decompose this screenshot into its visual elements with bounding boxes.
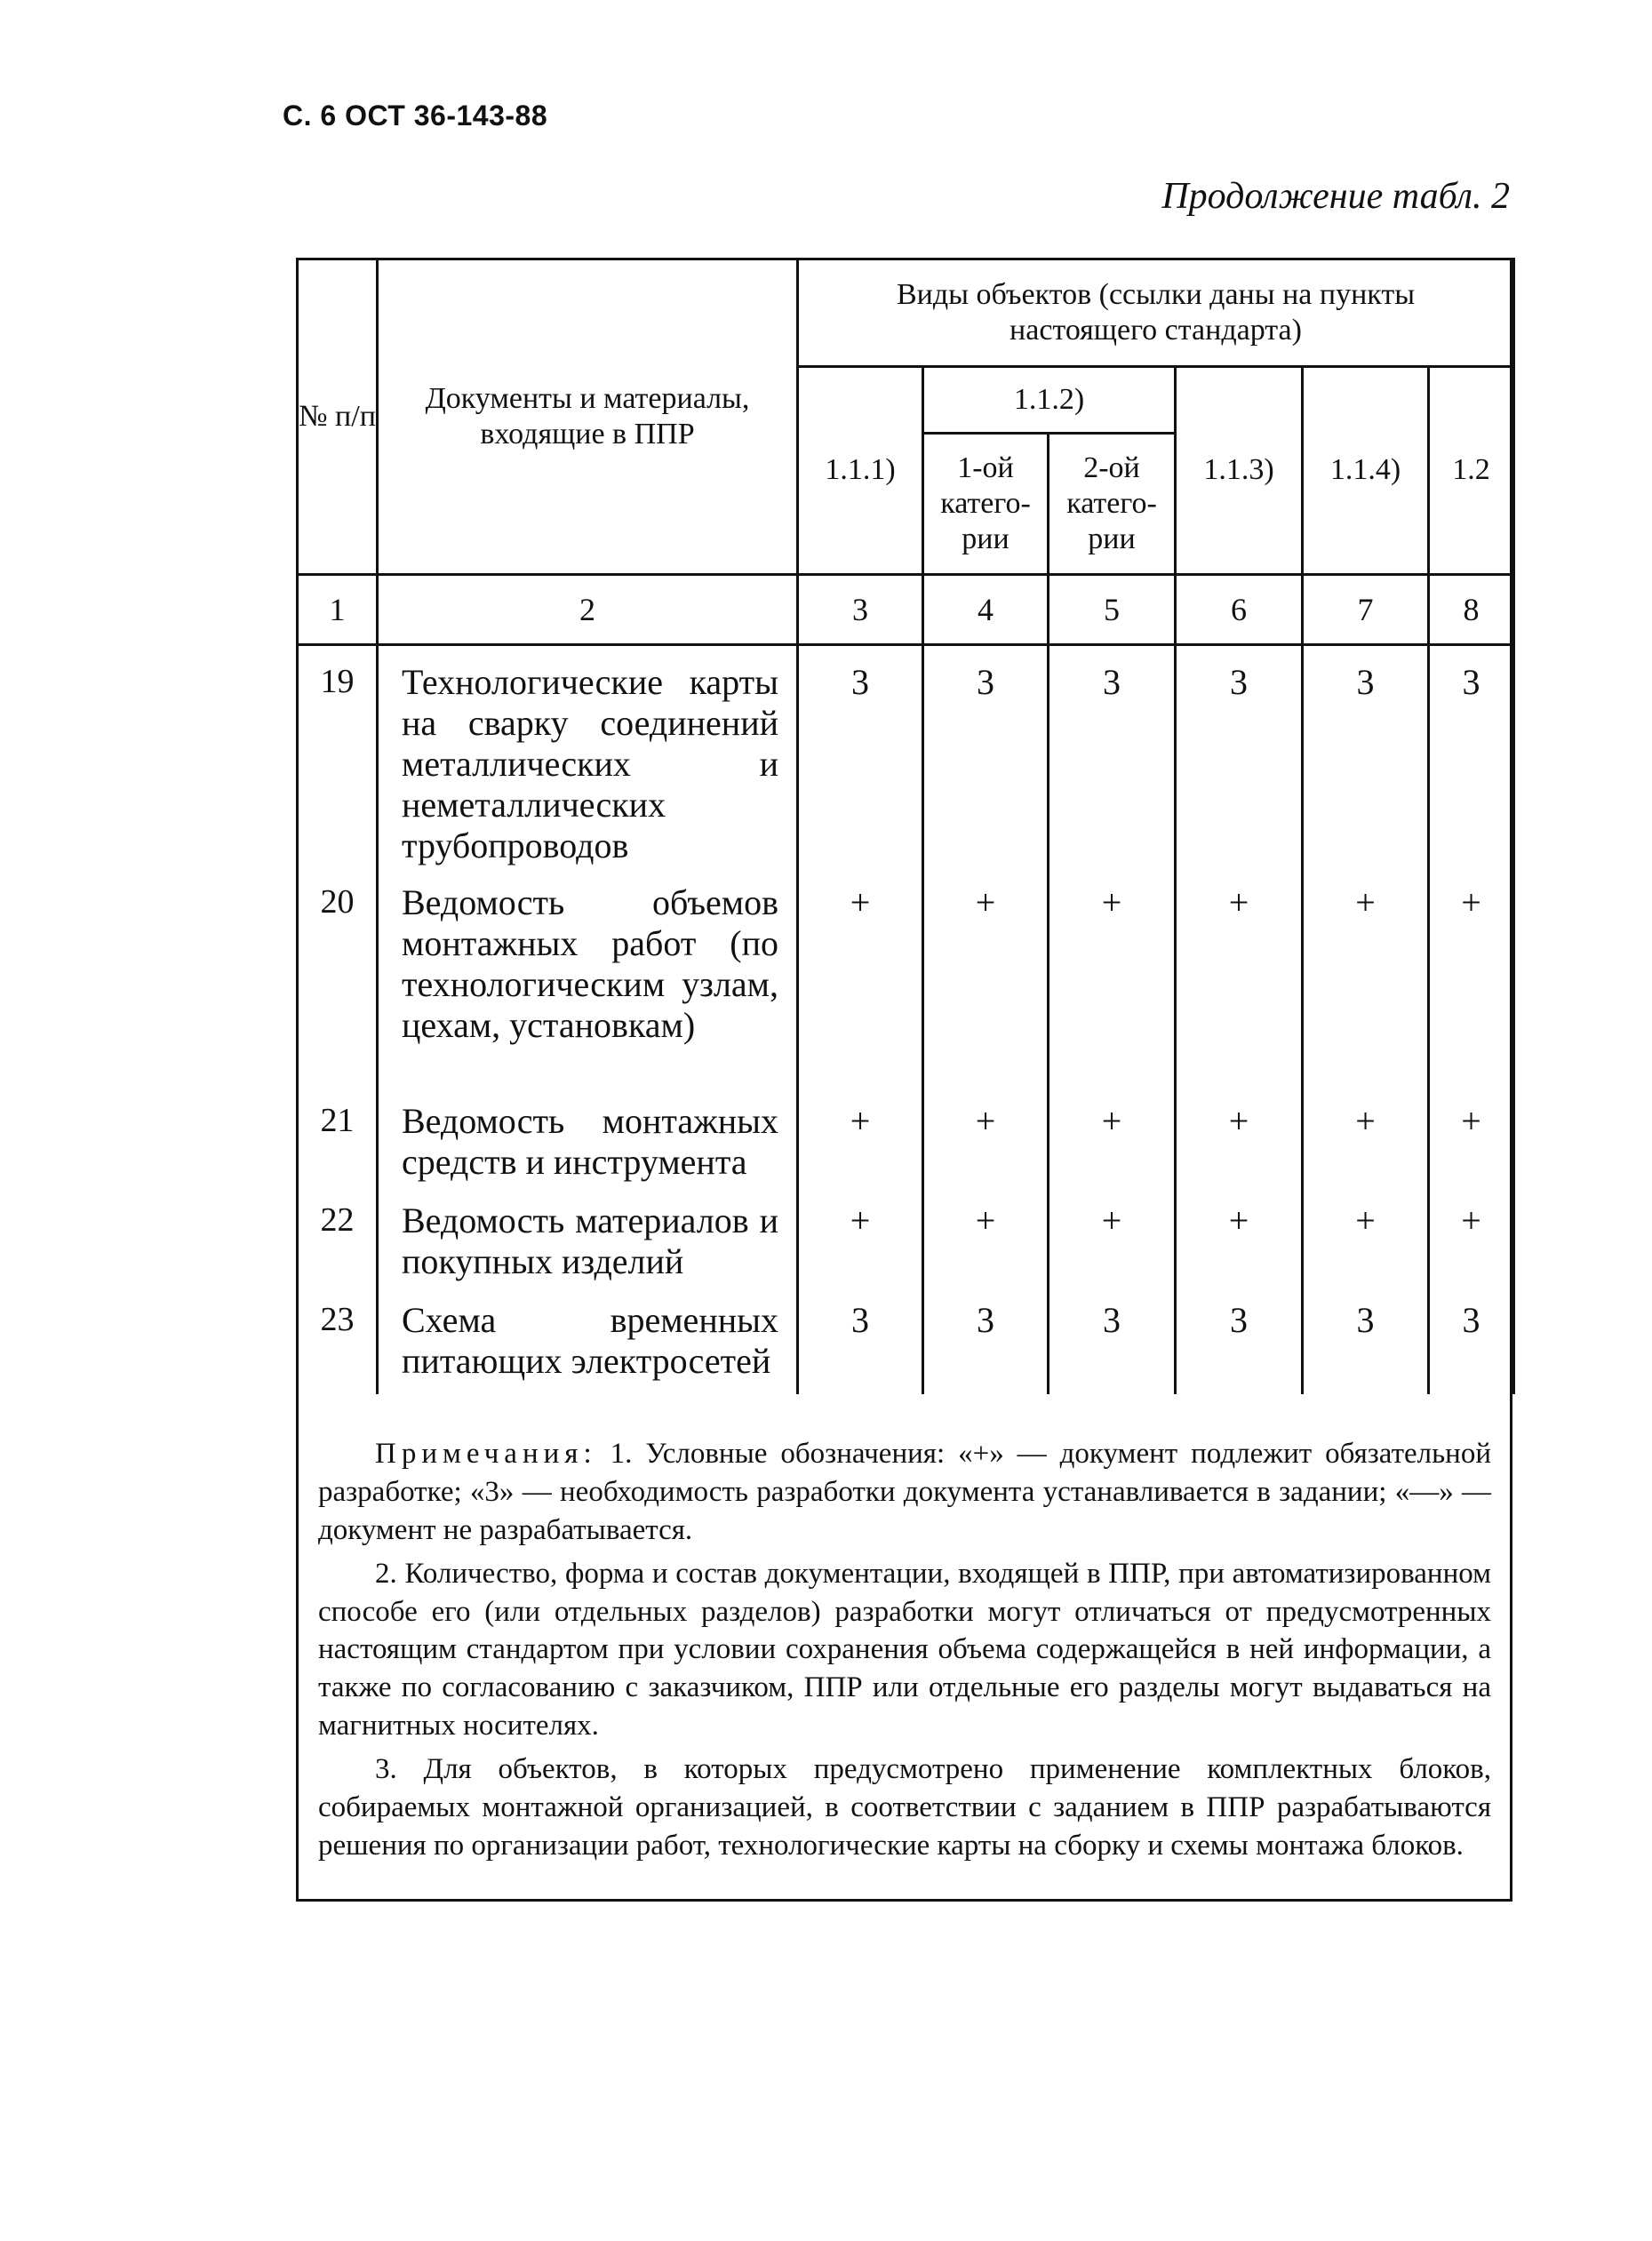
row-value: + <box>798 1184 923 1284</box>
header-number: № п/п <box>298 259 378 575</box>
table-row <box>298 1284 1514 1394</box>
row-value: + <box>1429 1184 1514 1284</box>
table-row <box>298 1085 1514 1184</box>
row-value: + <box>923 1184 1049 1284</box>
row-value: + <box>1429 1085 1514 1184</box>
row-value: 3 <box>1429 645 1514 867</box>
row-value: 3 <box>1429 1284 1514 1394</box>
page-header: С. 6 ОСТ 36-143-88 <box>283 100 548 132</box>
header-object-types: Виды объектов (ссылки даны на пункты настоящего стандарта) <box>798 259 1514 367</box>
row-value: 3 <box>1176 1284 1303 1394</box>
row-value: + <box>1049 1085 1176 1184</box>
row-value: 3 <box>1049 645 1176 867</box>
table-notes <box>318 1435 1491 1870</box>
column-numbers-row <box>298 575 1514 645</box>
column-number: 7 <box>1303 575 1429 645</box>
row-document: Ведомость объемов монтажных работ (по технологическим узлам, цехам, установкам) <box>378 866 798 1085</box>
row-value: + <box>1303 1085 1429 1184</box>
header-category-1: 1-ой катего-рии <box>923 434 1049 575</box>
column-number: 5 <box>1049 575 1176 645</box>
row-value: 3 <box>1303 1284 1429 1394</box>
header-1-1-3: 1.1.3) <box>1176 367 1303 575</box>
row-value: + <box>923 1085 1049 1184</box>
table-header <box>298 259 1514 645</box>
row-document: Технологические карты на сварку соединений металлических и неметаллических трубопроводов <box>378 645 798 867</box>
column-number: 1 <box>298 575 378 645</box>
row-value: 3 <box>923 645 1049 867</box>
row-value: + <box>1303 866 1429 1085</box>
row-value: + <box>798 1085 923 1184</box>
column-number: 4 <box>923 575 1049 645</box>
row-document: Ведомость материалов и покупных изделий <box>378 1184 798 1284</box>
row-value: 3 <box>1303 645 1429 867</box>
header-documents: Документы и материалы, входящие в ППР <box>378 259 798 575</box>
column-number: 6 <box>1176 575 1303 645</box>
row-value: + <box>1176 1085 1303 1184</box>
table-row <box>298 645 1514 867</box>
row-value: + <box>1303 1184 1429 1284</box>
row-value: 3 <box>798 1284 923 1394</box>
row-number: 19 <box>298 645 378 867</box>
table-continuation-title: Продолжение табл. 2 <box>1161 176 1510 217</box>
row-number: 23 <box>298 1284 378 1394</box>
row-number: 20 <box>298 866 378 1085</box>
table-row <box>298 1184 1514 1284</box>
column-number: 3 <box>798 575 923 645</box>
column-number: 8 <box>1429 575 1514 645</box>
row-value: 3 <box>1049 1284 1176 1394</box>
note-1 <box>318 1435 1491 1550</box>
row-value: + <box>923 866 1049 1085</box>
header-1-1-4: 1.1.4) <box>1303 367 1429 575</box>
header-1-2: 1.2 <box>1429 367 1514 575</box>
table-row <box>298 866 1514 1085</box>
column-number: 2 <box>378 575 798 645</box>
header-1-1-1: 1.1.1) <box>798 367 923 575</box>
row-value: + <box>798 866 923 1085</box>
row-value: + <box>1049 1184 1176 1284</box>
documents-table <box>296 258 1515 1394</box>
row-value: + <box>1176 866 1303 1085</box>
row-value: + <box>1429 866 1514 1085</box>
row-document: Схема временных питающих электросетей <box>378 1284 798 1394</box>
note-1-text: 1. Условные обозначения: «+» — документ подлежит обязательной разработке; «3» — необходимость разработки документа устанавливается в задании; «—» — документ не разрабатывается. <box>318 1438 1492 1546</box>
row-value: 3 <box>923 1284 1049 1394</box>
row-document: Ведомость монтажных средств и инструмента <box>378 1085 798 1184</box>
row-value: + <box>1176 1184 1303 1284</box>
note-3: 3. Для объектов, в которых предусмотрено применение комплектных блоков, собираемых монтажной организацией, в соответствии с заданием в ППР разрабатываются решения по организации работ, технологические карты на сборку и схемы монтажа блоков. <box>318 1753 1491 1862</box>
header-1-1-2: 1.1.2) <box>923 367 1176 434</box>
header-category-2: 2-ой катего-рии <box>1049 434 1176 575</box>
row-number: 22 <box>298 1184 378 1284</box>
row-value: + <box>1049 866 1176 1085</box>
row-value: 3 <box>1176 645 1303 867</box>
row-number: 21 <box>298 1085 378 1184</box>
row-value: 3 <box>798 645 923 867</box>
notes-label: Примечания: <box>375 1438 597 1470</box>
note-2: 2. Количество, форма и состав документации, входящей в ППР, при автоматизированном способе его (или отдельных разделов) разработки могут отличаться от предусмотренных настоящим стандартом при условии сохранения объема содержащейся в ней информации, а также по согласованию с заказчиком, ППР или отдельные его разделы могут выдаваться на магнитных носителях. <box>318 1557 1491 1743</box>
